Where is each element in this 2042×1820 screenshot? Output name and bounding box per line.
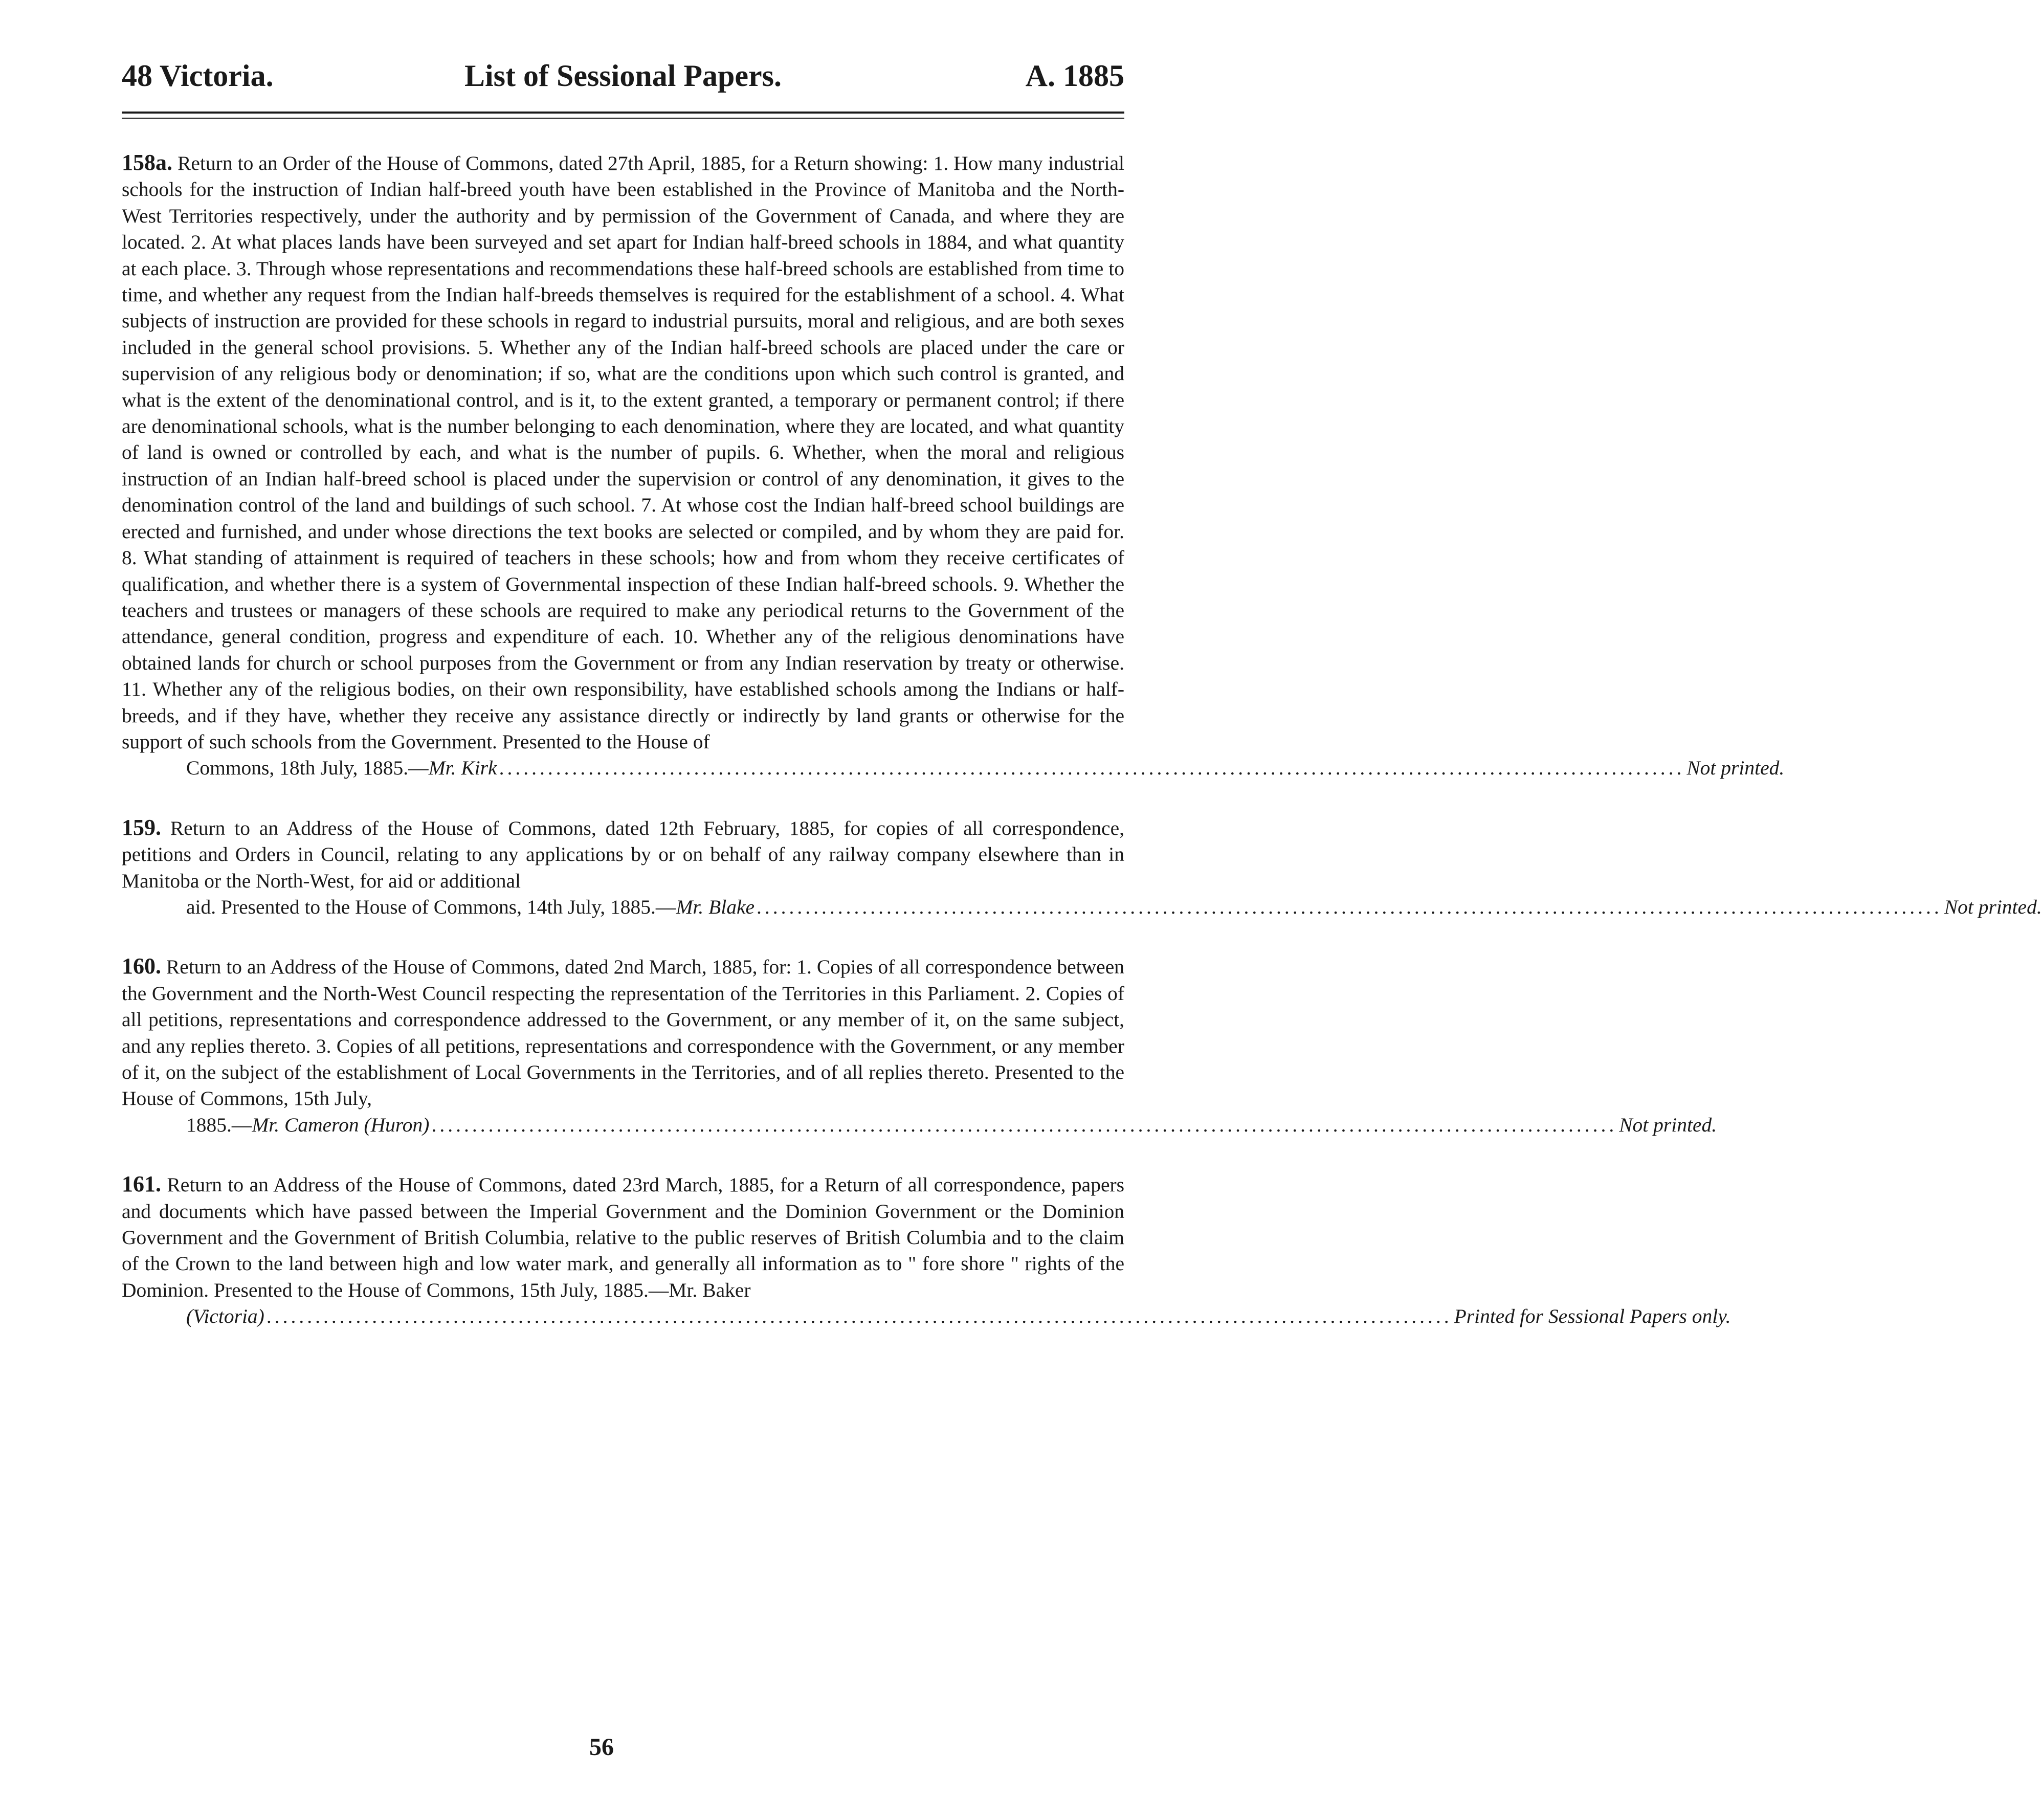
list-item bbox=[122, 814, 2042, 921]
header-rule-thin bbox=[122, 118, 1124, 119]
entry-text bbox=[122, 814, 1124, 894]
leader-dots: .................................................................................................................................................. bbox=[499, 757, 1685, 780]
page-header bbox=[122, 55, 1124, 96]
entry-tail bbox=[186, 1303, 1731, 1329]
entry-tail bbox=[186, 755, 1785, 781]
entry-text bbox=[122, 1171, 1124, 1303]
entry-text bbox=[122, 953, 1124, 1112]
leader-dots: .................................................................................................................................................. bbox=[757, 895, 1942, 918]
list-item bbox=[122, 149, 1785, 782]
header-rule-thick bbox=[122, 112, 1124, 114]
header-year: A. 1885 bbox=[1025, 59, 1124, 93]
entry-tail bbox=[186, 1112, 1717, 1138]
entry-tail bbox=[186, 894, 2042, 920]
entry-member: Mr. Blake bbox=[676, 895, 755, 918]
entry-presented: 1885.— bbox=[186, 1113, 252, 1136]
leader-dots: .................................................................................................................................................. bbox=[431, 1113, 1617, 1136]
entry-status: Not printed. bbox=[1944, 895, 2042, 918]
entry-number: 160. bbox=[122, 953, 161, 979]
entry-body: Return to an Address of the House of Commons, dated 12th February, 1885, for copies of all correspondence, petitions and Orders in Council, relating to any applications by or on behalf of any railway company elsewhere than in Manitoba or the North-West, for aid or additional bbox=[122, 816, 1124, 892]
entry-body: Return to an Address of the House of Commons, dated 2nd March, 1885, for: 1. Copies of all correspondence between the Government and the North-West Council respecting the representation of the Territories in this Parliament. 2. Copies of all petitions, representations and correspondence addressed to the Government, or any member of it, on the same subject, and any replies thereto. 3. Copies of all petitions, representations and correspondence with the Government, or any member of it, on the subject of the establishment of Local Governments in the Territories, and of all replies thereto. Presented to the House of Commons, 15th July, bbox=[122, 956, 1124, 1110]
entry-status: Printed for Sessional Papers only. bbox=[1454, 1305, 1731, 1328]
entry-body: Return to an Address of the House of Commons, dated 23rd March, 1885, for a Return of all correspondence, papers and documents which have passed between the Imperial Government and the Dominion Government or the Dominion Government and the Government of British Columbia, relative to the public reserves of British Columbia and to the claim of the Crown to the land between high and low water mark, and generally all information as to " fore shore " rights of the Dominion. Presented to the House of Commons, 15th July, 1885.—Mr. Baker bbox=[122, 1173, 1125, 1301]
entry-presented: aid. Presented to the House of Commons, 14th July, 1885.— bbox=[186, 895, 676, 918]
entry-number: 161. bbox=[122, 1171, 161, 1197]
leader-dots: .................................................................................................................................................. bbox=[266, 1305, 1452, 1328]
entry-member: Mr. Cameron (Huron) bbox=[252, 1113, 430, 1136]
entry-number: 158a. bbox=[122, 150, 172, 175]
entry-body: Return to an Order of the House of Commons, dated 27th April, 1885, for a Return showing: 1. How many industrial schools for the instruction of Indian half-breed youth have been established in the Province of Manitoba and the North-West Territories respectively, under the authority and by permission of the Government of Canada, and where they are located. 2. At what places lands have been surveyed and set apart for Indian half-breed schools in 1884, and what quantity at each place. 3. Through whose representations and recommendations these half-breed schools are established from time to time, and whether any request from the Indian half-breeds themselves is required for the establishment of a school. 4. What subjects of instruction are provided for these schools in regard to industrial pursuits, moral and religious, and are both sexes included in the general school provisions. 5. Whether any of the Indian half-breed schools are placed under the care or supervision of any religious body or denomination; if so, what are the conditions upon which such control is granted, and what is the extent of the denominational control, and is it, to the extent granted, a temporary or permanent control; if there are denominational schools, what is the number belonging to each denomination, where they are located, and what quantity of land is owned or controlled by each, and what is the number of pupils. 6. Whether, when the moral and religious instruction of an Indian half-breed school is placed under the supervision or control of any denomination, it gives to the denomination control of the land and buildings of such school. 7. At whose cost the Indian half-breed school buildings are erected and furnished, and under whose directions the text books are selected or compiled, and by whom they are paid for. 8. What standing of attainment is required of teachers in these schools; how and from whom they receive certificates of qualification, and whether there is a system of Governmental inspection of these Indian half-breed schools. 9. Whether the teachers and trustees or managers of these schools are required to make any periodical returns to the Government of the attendance, general condition, progress and expenditure of each. 10. Whether any of the religious denominations have obtained lands for church or school purposes from the Government or from any Indian reservation by treaty or otherwise. 11. Whether any of the religious bodies, on their own responsibility, have established schools among the Indians or half-breeds, and if they have, whether they receive any assistance directly or indirectly by land grants or otherwise for the support of such schools from the Government. Presented to the House of bbox=[122, 152, 1124, 753]
entry-member: Mr. Kirk bbox=[428, 757, 497, 780]
header-title: List of Sessional Papers. bbox=[464, 59, 782, 93]
sessional-papers-list bbox=[122, 149, 2042, 1363]
entry-status: Not printed. bbox=[1619, 1113, 1717, 1136]
entry-number: 159. bbox=[122, 814, 161, 840]
entry-status: Not printed. bbox=[1686, 757, 1785, 780]
entry-text bbox=[122, 149, 1124, 755]
page-number: 56 bbox=[589, 1734, 614, 1761]
entry-presented: Commons, 18th July, 1885.— bbox=[186, 757, 429, 780]
list-item bbox=[122, 1171, 1731, 1329]
list-item bbox=[122, 953, 1717, 1138]
entry-member: (Victoria) bbox=[186, 1305, 264, 1328]
header-session: 48 Victoria. bbox=[122, 59, 274, 93]
